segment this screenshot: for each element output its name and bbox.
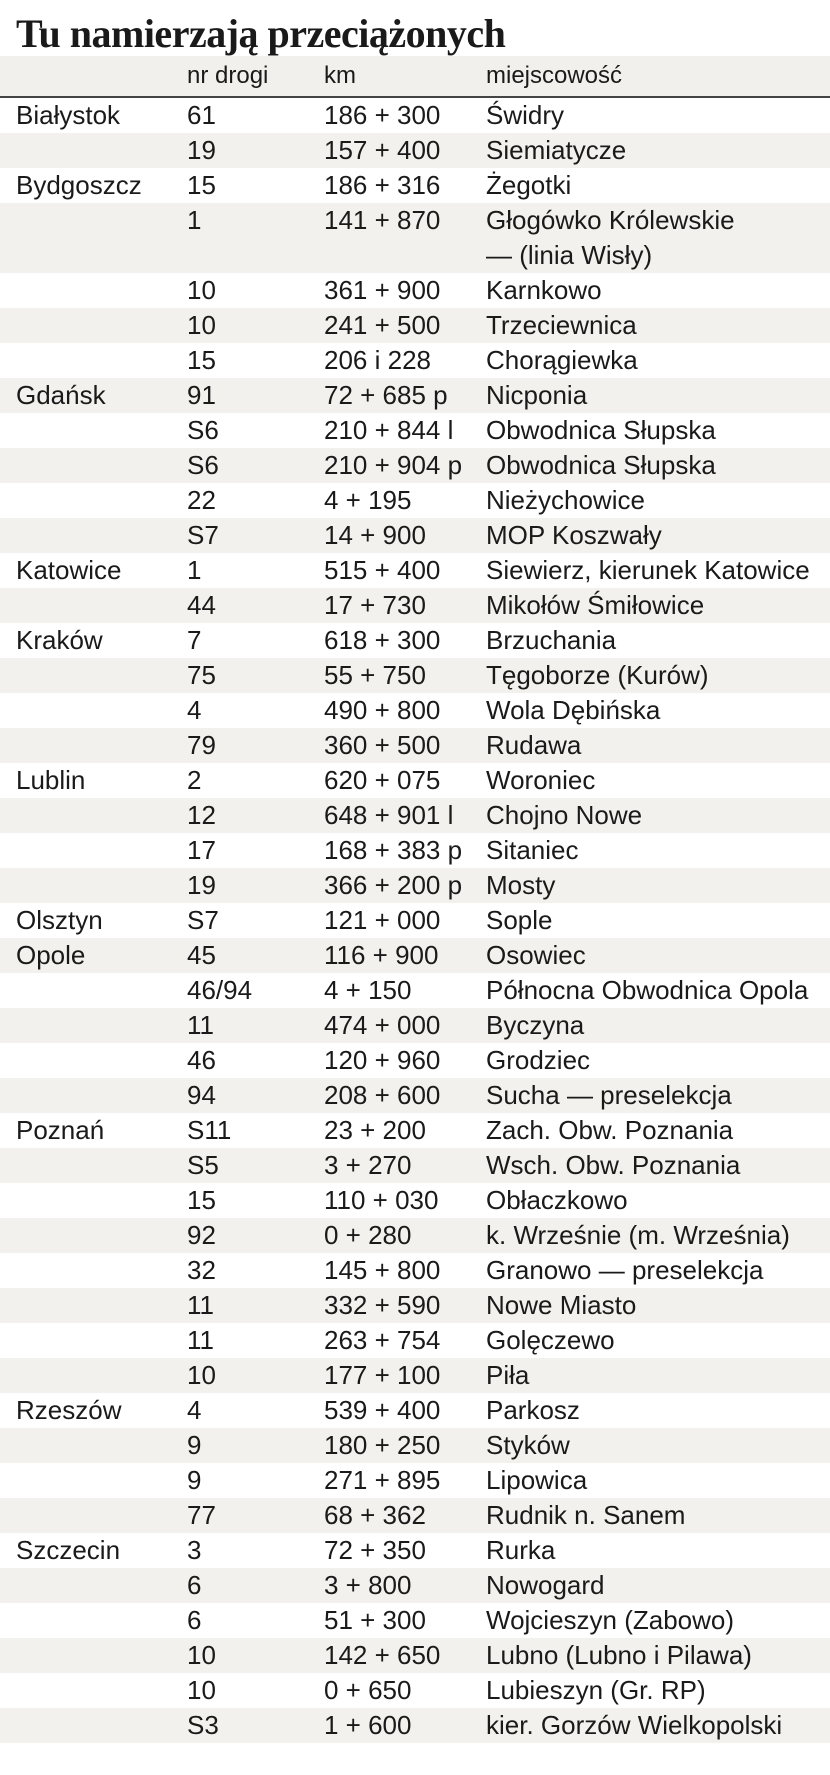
place-cell: Sople — [486, 903, 830, 938]
km-cell: 177 + 100 — [324, 1358, 486, 1393]
region-cell — [0, 1673, 171, 1708]
region-cell — [0, 1428, 171, 1463]
km-cell: 145 + 800 — [324, 1253, 486, 1288]
km-cell: 648 + 901 l — [324, 798, 486, 833]
place-cell: Nowogard — [486, 1568, 830, 1603]
km-cell: 121 + 000 — [324, 903, 486, 938]
road-number-cell: 6 — [171, 1603, 324, 1638]
table-row — [0, 1043, 830, 1078]
place-cell: Nicponia — [486, 378, 830, 413]
road-number-cell: S11 — [171, 1113, 324, 1148]
region-cell — [0, 1568, 171, 1603]
table-row — [0, 973, 830, 1008]
km-cell: 23 + 200 — [324, 1113, 486, 1148]
table-row — [0, 133, 830, 168]
table-row — [0, 448, 830, 483]
road-number-cell: 19 — [171, 133, 324, 168]
km-cell: 55 + 750 — [324, 658, 486, 693]
road-number-cell: S6 — [171, 413, 324, 448]
region-cell — [0, 833, 171, 868]
table-row — [0, 483, 830, 518]
region-cell — [0, 798, 171, 833]
road-number-cell: 15 — [171, 168, 324, 203]
road-number-cell: 19 — [171, 868, 324, 903]
road-number-cell: 11 — [171, 1323, 324, 1358]
road-number-cell: 9 — [171, 1428, 324, 1463]
region-cell — [0, 868, 171, 903]
place-cell: Wola Dębińska — [486, 693, 830, 728]
place-cell: Świdry — [486, 98, 830, 133]
region-cell — [0, 588, 171, 623]
road-number-cell: 10 — [171, 1638, 324, 1673]
km-cell: 210 + 904 p — [324, 448, 486, 483]
km-cell: 515 + 400 — [324, 553, 486, 588]
place-cell: Rudawa — [486, 728, 830, 763]
region-cell — [0, 693, 171, 728]
header-km: km — [324, 62, 356, 89]
km-cell: 360 + 500 — [324, 728, 486, 763]
place-cell: Wsch. Obw. Poznania — [486, 1148, 830, 1183]
table-row — [0, 693, 830, 728]
km-cell: 120 + 960 — [324, 1043, 486, 1078]
place-line-continued: — (linia Wisły) — [486, 240, 653, 270]
table-row — [0, 1253, 830, 1288]
place-cell: Wojcieszyn (Zabowo) — [486, 1603, 830, 1638]
km-cell: 186 + 316 — [324, 168, 486, 203]
km-cell: 14 + 900 — [324, 518, 486, 553]
region-cell: Katowice — [0, 553, 171, 588]
place-cell: Obwodnica Słupska — [486, 448, 830, 483]
road-number-cell: S6 — [171, 448, 324, 483]
region-cell — [0, 1603, 171, 1638]
place-cell: Lubno (Lubno i Pilawa) — [486, 1638, 830, 1673]
place-cell: Rurka — [486, 1533, 830, 1568]
region-cell: Olsztyn — [0, 903, 171, 938]
road-number-cell: 32 — [171, 1253, 324, 1288]
place-cell: Obwodnica Słupska — [486, 413, 830, 448]
table-row — [0, 203, 830, 273]
place-cell: Obłaczkowo — [486, 1183, 830, 1218]
table-row — [0, 1148, 830, 1183]
road-number-cell: 2 — [171, 763, 324, 798]
place-cell: Sitaniec — [486, 833, 830, 868]
region-cell — [0, 413, 171, 448]
place-cell: Rudnik n. Sanem — [486, 1498, 830, 1533]
km-cell: 271 + 895 — [324, 1463, 486, 1498]
km-cell: 116 + 900 — [324, 938, 486, 973]
road-number-cell: 4 — [171, 1393, 324, 1428]
road-number-cell: 75 — [171, 658, 324, 693]
region-cell — [0, 1358, 171, 1393]
table-row — [0, 378, 830, 413]
table-row — [0, 168, 830, 203]
km-cell: 1 + 600 — [324, 1708, 486, 1743]
table-row — [0, 1708, 830, 1743]
region-cell — [0, 273, 171, 308]
region-cell — [0, 483, 171, 518]
page-title: Tu namierzają przeciążonych — [16, 11, 506, 56]
road-number-cell: 11 — [171, 1288, 324, 1323]
km-cell: 4 + 150 — [324, 973, 486, 1008]
road-number-cell: S5 — [171, 1148, 324, 1183]
place-cell — [486, 203, 830, 273]
region-cell: Poznań — [0, 1113, 171, 1148]
place-cell: Mosty — [486, 868, 830, 903]
road-number-cell: 3 — [171, 1533, 324, 1568]
table-body — [0, 98, 830, 1743]
region-cell: Szczecin — [0, 1533, 171, 1568]
region-cell — [0, 1043, 171, 1078]
place-cell: Lubieszyn (Gr. RP) — [486, 1673, 830, 1708]
km-cell: 110 + 030 — [324, 1183, 486, 1218]
data-table — [0, 98, 830, 1743]
km-cell: 620 + 075 — [324, 763, 486, 798]
table-row — [0, 588, 830, 623]
km-cell: 0 + 650 — [324, 1673, 486, 1708]
table-row — [0, 98, 830, 133]
region-cell: Gdańsk — [0, 378, 171, 413]
place-cell: Granowo — preselekcja — [486, 1253, 830, 1288]
road-number-cell: 45 — [171, 938, 324, 973]
table-row — [0, 1393, 830, 1428]
road-number-cell: 92 — [171, 1218, 324, 1253]
region-cell — [0, 728, 171, 763]
place-cell: Piła — [486, 1358, 830, 1393]
table-row — [0, 868, 830, 903]
place-cell: MOP Koszwały — [486, 518, 830, 553]
place-cell: Nieżychowice — [486, 483, 830, 518]
table-row — [0, 1428, 830, 1463]
km-cell: 186 + 300 — [324, 98, 486, 133]
table-row — [0, 1498, 830, 1533]
road-number-cell: 11 — [171, 1008, 324, 1043]
table-row — [0, 1218, 830, 1253]
km-cell: 361 + 900 — [324, 273, 486, 308]
place-cell: k. Wrześnie (m. Września) — [486, 1218, 830, 1253]
road-number-cell: 61 — [171, 98, 324, 133]
region-cell — [0, 1708, 171, 1743]
table-row — [0, 1568, 830, 1603]
km-cell: 474 + 000 — [324, 1008, 486, 1043]
table-row — [0, 1533, 830, 1568]
region-cell — [0, 1323, 171, 1358]
km-cell: 157 + 400 — [324, 133, 486, 168]
table-row — [0, 553, 830, 588]
table-row — [0, 1323, 830, 1358]
region-cell — [0, 1638, 171, 1673]
region-cell — [0, 1463, 171, 1498]
road-number-cell: S7 — [171, 903, 324, 938]
km-cell: 539 + 400 — [324, 1393, 486, 1428]
place-cell: Siemiatycze — [486, 133, 830, 168]
table-row — [0, 518, 830, 553]
place-cell: Mikołów Śmiłowice — [486, 588, 830, 623]
road-number-cell: 10 — [171, 1358, 324, 1393]
place-cell: Grodziec — [486, 1043, 830, 1078]
road-number-cell: 10 — [171, 308, 324, 343]
road-number-cell: 1 — [171, 553, 324, 588]
km-cell: 206 i 228 — [324, 343, 486, 378]
place-cell: Trzeciewnica — [486, 308, 830, 343]
km-cell: 72 + 350 — [324, 1533, 486, 1568]
region-cell — [0, 1078, 171, 1113]
road-number-cell: 44 — [171, 588, 324, 623]
road-number-cell: 46/94 — [171, 973, 324, 1008]
place-cell: Woroniec — [486, 763, 830, 798]
road-number-cell: 17 — [171, 833, 324, 868]
road-number-cell: 15 — [171, 1183, 324, 1218]
road-number-cell: 4 — [171, 693, 324, 728]
region-cell — [0, 1288, 171, 1323]
region-cell — [0, 448, 171, 483]
place-cell: kier. Gorzów Wielkopolski — [486, 1708, 830, 1743]
km-cell: 142 + 650 — [324, 1638, 486, 1673]
table-row — [0, 1358, 830, 1393]
km-cell: 0 + 280 — [324, 1218, 486, 1253]
km-cell: 618 + 300 — [324, 623, 486, 658]
region-cell: Bydgoszcz — [0, 168, 171, 203]
km-cell: 3 + 270 — [324, 1148, 486, 1183]
place-cell: Sucha — preselekcja — [486, 1078, 830, 1113]
place-cell: Żegotki — [486, 168, 830, 203]
road-number-cell: 1 — [171, 203, 324, 273]
road-number-cell: 15 — [171, 343, 324, 378]
region-cell: Kraków — [0, 623, 171, 658]
header-road-number: nr drogi — [187, 62, 269, 89]
table-row — [0, 1113, 830, 1148]
km-cell: 168 + 383 p — [324, 833, 486, 868]
table-row — [0, 938, 830, 973]
region-cell — [0, 1498, 171, 1533]
table-row — [0, 728, 830, 763]
table-row — [0, 833, 830, 868]
km-cell: 51 + 300 — [324, 1603, 486, 1638]
road-number-cell: 6 — [171, 1568, 324, 1603]
place-cell: Zach. Obw. Poznania — [486, 1113, 830, 1148]
place-cell: Osowiec — [486, 938, 830, 973]
table-row — [0, 1638, 830, 1673]
road-number-cell: 12 — [171, 798, 324, 833]
km-cell: 3 + 800 — [324, 1568, 486, 1603]
road-number-cell: 46 — [171, 1043, 324, 1078]
table-row — [0, 1078, 830, 1113]
km-cell: 241 + 500 — [324, 308, 486, 343]
km-cell: 366 + 200 p — [324, 868, 486, 903]
km-cell: 68 + 362 — [324, 1498, 486, 1533]
table-row — [0, 308, 830, 343]
km-cell: 180 + 250 — [324, 1428, 486, 1463]
road-number-cell: 79 — [171, 728, 324, 763]
place-cell: Styków — [486, 1428, 830, 1463]
region-cell: Rzeszów — [0, 1393, 171, 1428]
place-cell: Siewierz, kierunek Katowice — [486, 553, 830, 588]
place-cell: Nowe Miasto — [486, 1288, 830, 1323]
region-cell: Białystok — [0, 98, 171, 133]
table-row — [0, 1183, 830, 1218]
km-cell: 72 + 685 p — [324, 378, 486, 413]
table-row — [0, 413, 830, 448]
table-row — [0, 1463, 830, 1498]
region-cell — [0, 518, 171, 553]
header-place: miejscowość — [486, 62, 623, 89]
km-cell: 210 + 844 l — [324, 413, 486, 448]
place-cell: Byczyna — [486, 1008, 830, 1043]
region-cell — [0, 1148, 171, 1183]
table-row — [0, 273, 830, 308]
road-number-cell: 77 — [171, 1498, 324, 1533]
km-cell: 490 + 800 — [324, 693, 486, 728]
table-header — [0, 56, 830, 98]
km-cell: 4 + 195 — [324, 483, 486, 518]
region-cell — [0, 973, 171, 1008]
table-row — [0, 1603, 830, 1638]
place-cell: Północna Obwodnica Opola — [486, 973, 830, 1008]
table-row — [0, 763, 830, 798]
region-cell — [0, 343, 171, 378]
road-number-cell: 22 — [171, 483, 324, 518]
region-cell — [0, 1218, 171, 1253]
place-cell: Chojno Nowe — [486, 798, 830, 833]
place-cell: Lipowica — [486, 1463, 830, 1498]
road-number-cell: 7 — [171, 623, 324, 658]
road-number-cell: 9 — [171, 1463, 324, 1498]
table-row — [0, 1008, 830, 1043]
table-row — [0, 903, 830, 938]
road-number-cell: 94 — [171, 1078, 324, 1113]
region-cell — [0, 1183, 171, 1218]
region-cell — [0, 658, 171, 693]
place-cell: Karnkowo — [486, 273, 830, 308]
place-line: Głogówko Królewskie — [486, 205, 735, 235]
road-number-cell: S7 — [171, 518, 324, 553]
region-cell — [0, 308, 171, 343]
road-number-cell: 10 — [171, 273, 324, 308]
place-cell: Brzuchania — [486, 623, 830, 658]
region-cell — [0, 203, 171, 273]
table-row — [0, 1673, 830, 1708]
place-cell: Parkosz — [486, 1393, 830, 1428]
place-cell: Chorągiewka — [486, 343, 830, 378]
region-cell — [0, 1008, 171, 1043]
road-number-cell: 91 — [171, 378, 324, 413]
table-row — [0, 1288, 830, 1323]
table-row — [0, 343, 830, 378]
km-cell: 263 + 754 — [324, 1323, 486, 1358]
road-number-cell: S3 — [171, 1708, 324, 1743]
place-cell: Tęgoborze (Kurów) — [486, 658, 830, 693]
table-row — [0, 658, 830, 693]
km-cell: 332 + 590 — [324, 1288, 486, 1323]
km-cell: 208 + 600 — [324, 1078, 486, 1113]
region-cell: Lublin — [0, 763, 171, 798]
table-row — [0, 623, 830, 658]
km-cell: 17 + 730 — [324, 588, 486, 623]
table-row — [0, 798, 830, 833]
region-cell — [0, 1253, 171, 1288]
road-number-cell: 10 — [171, 1673, 324, 1708]
km-cell: 141 + 870 — [324, 203, 486, 273]
region-cell: Opole — [0, 938, 171, 973]
region-cell — [0, 133, 171, 168]
place-cell: Golęczewo — [486, 1323, 830, 1358]
